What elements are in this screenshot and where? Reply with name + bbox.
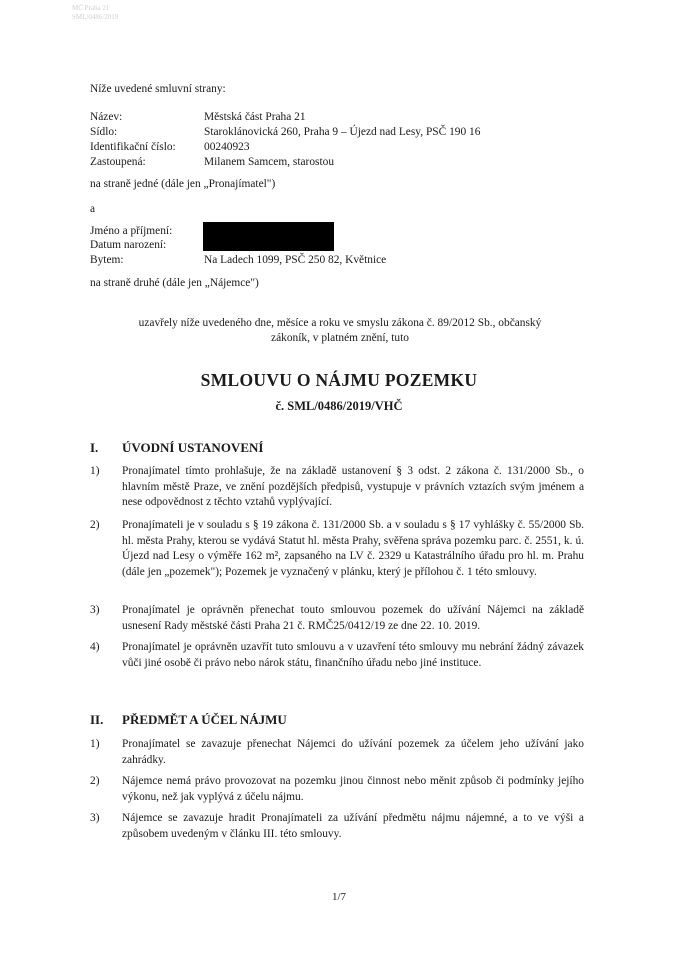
document-title: SMLOUVU O NÁJMU POZEMKU	[200, 370, 478, 390]
field-label: Jméno a příjmení:	[90, 225, 173, 237]
tenant-row-address	[90, 253, 570, 267]
tenant-side-note: na straně druhé (dále jen „Nájemce")	[90, 277, 259, 289]
clause-text: Pronajímatel je oprávněn uzavřít tuto smlouvu a v uzavření této smlouvy mu nebrání žádný závazek vůči jiné osobě či právo nebo nárok státu, finančního úřadu nebo jiné instituce.	[122, 641, 584, 669]
agreement-line-2: zákoník, v platném znění, tuto	[271, 332, 409, 344]
clause-number: 4)	[90, 641, 100, 653]
clause-text: Nájemce nemá právo provozovat na pozemku jinou činnost nebo měnit způsob či podmínky jejího výkonu, než jak vyplývá z účelu nájmu.	[122, 775, 584, 803]
scanned-stamp	[72, 4, 142, 54]
redaction-block	[203, 222, 334, 251]
intro-text: Níže uvedené smluvní strany:	[90, 83, 226, 95]
page-number: 1/7	[331, 891, 347, 903]
field-value: Městská část Praha 21	[204, 111, 306, 123]
stamp-line: SML/0486/2019	[72, 13, 119, 21]
section-number: II.	[90, 712, 104, 727]
stamp-line: MČ Praha 21	[72, 4, 110, 12]
landlord-row-representative	[90, 155, 570, 169]
clause-number: 3)	[90, 604, 100, 616]
clause-text: Pronajímatel je oprávněn přenechat touto smlouvou pozemek do užívání Nájemci na základě usnesení Rady městské části Praha 21 č. RMČ25/0412/19 ze dne 22. 10. 2019.	[122, 604, 584, 632]
field-value: Milanem Samcem, starostou	[204, 156, 335, 168]
field-value: 00240923	[204, 141, 250, 153]
field-value: Na Ladech 1099, PSČ 250 82, Květnice	[204, 254, 387, 266]
field-label: Sídlo:	[90, 126, 118, 138]
landlord-side-note: na straně jedné (dále jen „Pronajímatel")	[90, 178, 276, 190]
clause-number: 1)	[90, 738, 100, 750]
field-value: Staroklánovická 260, Praha 9 – Újezd nad Lesy, PSČ 190 16	[204, 126, 481, 138]
clause-number: 1)	[90, 465, 100, 477]
landlord-row-name	[90, 110, 570, 124]
section-heading: ÚVODNÍ USTANOVENÍ	[122, 440, 264, 455]
clause-number: 2)	[90, 519, 100, 531]
clause-text: Pronajímateli je v souladu s § 19 zákona č. 131/2000 Sb. a v souladu s § 17 vyhlášky č. 55/2000 Sb. hl. města Prahy, kterou se vydává Statut hl. města Prahy, svěřena správa pozemku parc. č. 2551, k. ú. Újezd nad Lesy o výměře 162 m², zapsaného na LV č. 2329 u Katastrálního úřadu pro hl. m. Prahu (dále jen „pozemek"); Pozemek je vyznačený v plánku, který je přílohou č. 1 této smlouvy.	[122, 519, 584, 578]
conjunction: a	[90, 203, 96, 215]
field-label: Identifikační číslo:	[90, 141, 176, 153]
clause-number: 3)	[90, 812, 100, 824]
landlord-row-id	[90, 140, 570, 154]
clause-text: Pronajímatel se zavazuje přenechat Nájemci do užívání pozemek za účelem jeho užívání jako zahrádky.	[122, 738, 584, 766]
field-label: Datum narození:	[90, 239, 167, 251]
agreement-line-1: uzavřely níže uvedeného dne, měsíce a roku ve smyslu zákona č. 89/2012 Sb., občanský	[138, 317, 542, 329]
field-label: Název:	[90, 111, 123, 123]
clause-text: Pronajímatel tímto prohlašuje, že na základě ustanovení § 3 odst. 2 zákona č. 131/2000 Sb., o hlavním městě Praze, ve znění pozdějších předpisů, vystupuje v právních vztazích svým jménem a nese odpovědnost z těchto vztahů vyplývající.	[122, 465, 584, 508]
section-number: I.	[90, 440, 99, 455]
clause-text: Nájemce se zavazuje hradit Pronajímateli za užívání předmětu nájmu nájemné, a to ve výši a způsobem uvedeným v článku III. této smlouvy.	[122, 812, 584, 840]
field-label: Bytem:	[90, 254, 124, 266]
section-heading: PŘEDMĚT A ÚČEL NÁJMU	[122, 712, 287, 727]
contract-number: č. SML/0486/2019/VHČ	[275, 399, 403, 413]
landlord-row-address	[90, 125, 570, 139]
clause-number: 2)	[90, 775, 100, 787]
field-label: Zastoupená:	[90, 156, 146, 168]
